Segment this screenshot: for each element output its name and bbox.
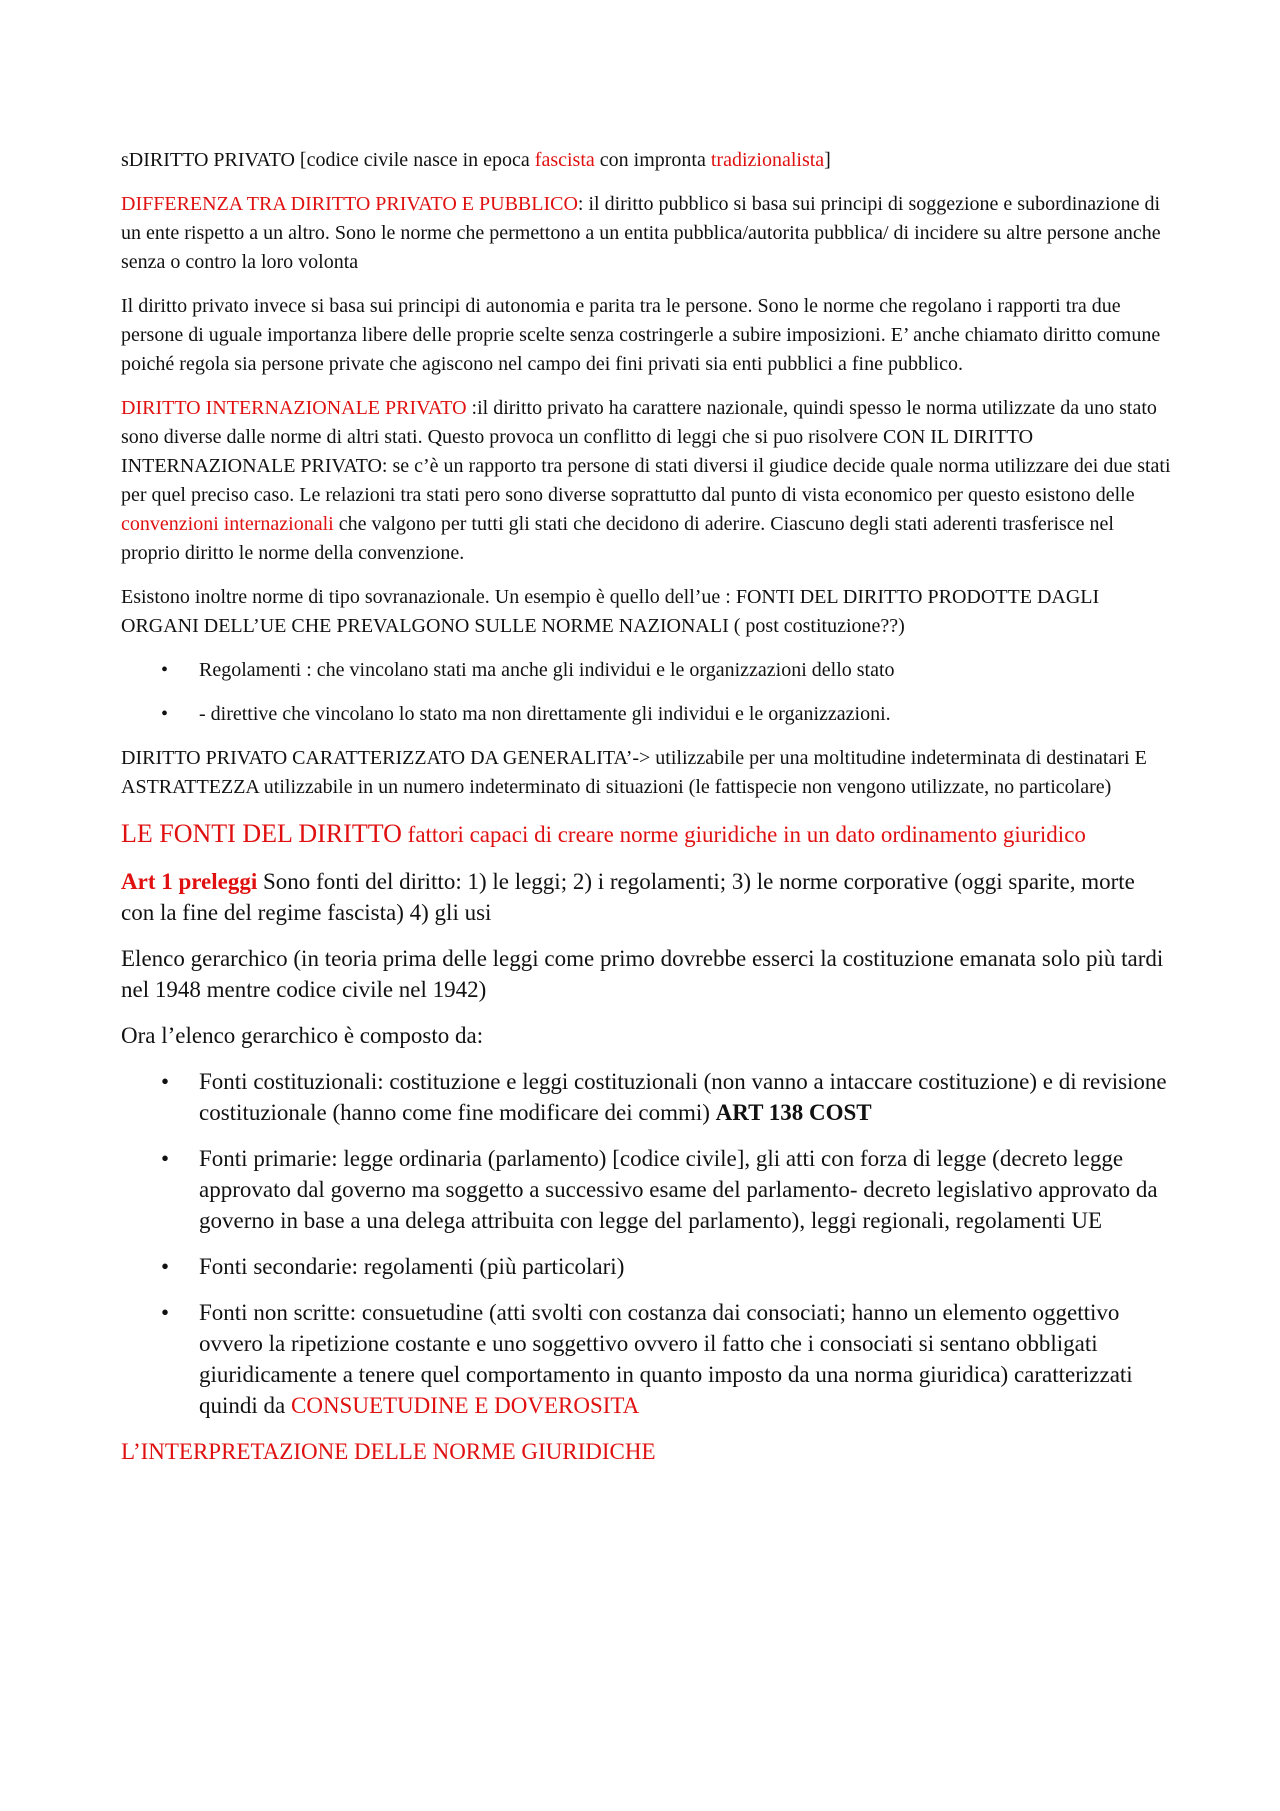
list-fonti-ue	[121, 656, 1171, 729]
bullet-icon: •	[161, 659, 169, 681]
list-item: • Fonti non scritte: consuetudine (atti svolti con costanza dai consociati; hanno un elemento oggettivo ovvero la ripetizione costante e uno soggettivo ovvero il fatto che i consociati si sentano obbligati giuridicamente a tenere quel comportamento in quanto imposto da una norma giuridica) caratterizzati quindi da CONSUETUDINE E DOVEROSITA	[121, 1297, 1171, 1421]
document-body	[121, 146, 1171, 1467]
list-item: • Fonti secondarie: regolamenti (più particolari)	[121, 1251, 1171, 1282]
paragraph-elenco-gerarchico: Elenco gerarchico (in teoria prima delle leggi come primo dovrebbe esserci la costituzione emanata solo più tardi nel 1948 mentre codice civile nel 1942)	[121, 946, 1164, 1002]
highlight-fascista: fascista	[534, 149, 595, 171]
bullet-icon: •	[161, 1300, 170, 1325]
paragraph-diritto-privato-intro: sDIRITTO PRIVATO [codice civile nasce in epoca fascista con impronta tradizionalista]	[121, 149, 831, 171]
list-item: • Fonti primarie: legge ordinaria (parlamento) [codice civile], gli atti con forza di legge (decreto legge approvato dal governo ma soggetto a successivo esame del parlamento- decreto legislativo approvato da governo in base a una delega attribuita con legge del parlamento), leggi regionali, regolamenti UE	[121, 1143, 1171, 1236]
list-gerarchia-fonti	[121, 1066, 1171, 1421]
heading-differenza: DIFFERENZA TRA DIRITTO PRIVATO E PUBBLICO	[121, 193, 578, 215]
paragraph-differenza: DIFFERENZA TRA DIRITTO PRIVATO E PUBBLICO: il diritto pubblico si basa sui principi di soggezione e subordinazione di un ente rispetto a un altro. Sono le norme che permettono a un entita pubblica/autorita pubblica/ di incidere su altre persone anche senza o contro la loro volonta	[121, 193, 1161, 273]
heading-interpretazione: L’INTERPRETAZIONE DELLE NORME GIURIDICHE	[121, 1439, 656, 1464]
list-item: • Fonti costituzionali: costituzione e leggi costituzionali (non vanno a intaccare costituzione) e di revisione costituzionale (hanno come fine modificare dei commi) ART 138 COST	[121, 1066, 1171, 1128]
heading-fonti-del-diritto	[121, 817, 1171, 851]
heading-title: LE FONTI DEL DIRITTO	[121, 819, 402, 848]
bullet-icon: •	[161, 1146, 170, 1171]
list-item: • Regolamenti : che vincolano stati ma anche gli individui e le organizzazioni dello stato	[121, 656, 1171, 685]
art-138-label: ART 138 COST	[715, 1100, 872, 1125]
paragraph-ora-elenco: Ora l’elenco gerarchico è composto da:	[121, 1023, 484, 1048]
bullet-icon: •	[161, 1254, 170, 1279]
paragraph-diritto-internazionale: DIRITTO INTERNAZIONALE PRIVATO :il diritto privato ha carattere nazionale, quindi spesso le norma utilizzate da uno stato sono diverse dalle norme di altri stati. Questo provoca un conflitto di leggi che si puo risolvere CON IL DIRITTO INTERNAZIONALE PRIVATO: se c’è un rapporto tra persone di stati diversi il giudice decide quale norma utilizzare dei due stati per quel preciso caso. Le relazioni tra stati pero sono diverse soprattutto dal punto di vista economico per questo esistono delle convenzioni internazionali che valgono per tutti gli stati che decidono di aderire. Ciascuno degli stati aderenti trasferisce nel proprio diritto le norme della convenzione.	[121, 397, 1171, 564]
bullet-icon: •	[161, 703, 169, 725]
paragraph-generalita: DIRITTO PRIVATO CARATTERIZZATO DA GENERALITA’-> utilizzabile per una moltitudine indeterminata di destinatari E ASTRATTEZZA utilizzabile in un numero indeterminato di situazioni (le fattispecie non vengono utilizzate, no particolare)	[121, 747, 1147, 798]
list-item: • - direttive che vincolano lo stato ma non direttamente gli individui e le organizzazioni.	[121, 700, 1171, 729]
art1-label: Art 1 preleggi	[121, 869, 258, 894]
paragraph-sovranazionale: Esistono inoltre norme di tipo sovranazionale. Un esempio è quello dell’ue : FONTI DEL DIRITTO PRODOTTE DAGLI ORGANI DELL’UE CHE PREVALGONO SULLE NORME NAZIONALI ( post costituzione??)	[121, 586, 1100, 637]
paragraph-art1-preleggi: Art 1 preleggi Sono fonti del diritto: 1) le leggi; 2) i regolamenti; 3) le norme corporative (oggi sparite, morte con la fine del regime fascista) 4) gli usi	[121, 869, 1135, 925]
highlight-tradizionalista: tradizionalista	[710, 149, 825, 171]
heading-subtitle: fattori capaci di creare norme giuridiche in un dato ordinamento giuridico	[401, 822, 1086, 847]
heading-diritto-internazionale: DIRITTO INTERNAZIONALE PRIVATO	[121, 397, 467, 419]
bullet-icon: •	[161, 1069, 170, 1094]
highlight-convenzioni: convenzioni internazionali	[121, 513, 334, 535]
highlight-consuetudine: CONSUETUDINE E DOVEROSITA	[291, 1393, 640, 1418]
paragraph-diritto-privato: Il diritto privato invece si basa sui principi di autonomia e parita tra le persone. Sono le norme che regolano i rapporti tra due persone di uguale importanza libere delle proprie scelte senza costringerle a subire imposizioni. E’ anche chiamato diritto comune poiché regola sia persone private che agiscono nel campo dei fini privati sia enti pubblici a fine pubblico.	[121, 295, 1161, 375]
